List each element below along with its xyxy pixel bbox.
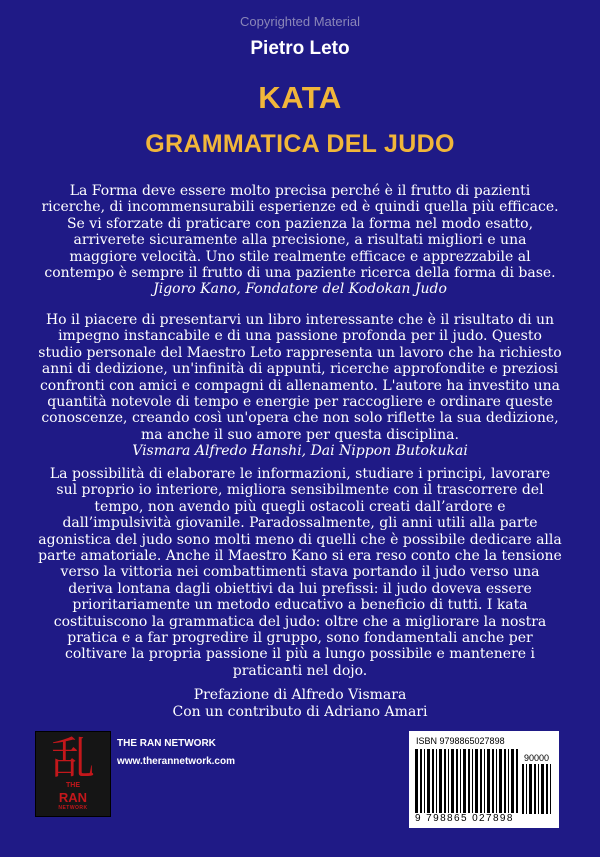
credits: [0, 687, 600, 721]
book-title: KATA: [258, 80, 342, 115]
quote-vismara-attribution: Vismara Alfredo Hanshi, Dai Nippon Butokukai: [132, 443, 468, 460]
price-code: 90000: [524, 753, 550, 763]
publisher-logo: [35, 731, 111, 817]
preface-credit: Prefazione di Alfredo Vismara: [193, 687, 407, 703]
isbn-label: ISBN 9798865027898: [416, 736, 505, 746]
author-name: Pietro Leto: [250, 38, 350, 59]
barcode-digits: 9 798865 027898: [415, 813, 514, 824]
blurb-paragraph: [38, 466, 562, 679]
blurb-text: La possibilità di elaborare le informazioni, studiare i principi, lavorare sul proprio io interiore, migliora sensibilmente con il trascorrere del tempo, non avendo più quegli ostacoli creati dall’ardore e dall’impulsività giovanile. Paradossalmente, gli anni utili alla parte agonistica del judo sono molti meno di quelli che è possibile dedicare alla parte amatoriale. Anche il Maestro Kano si era reso conto che la tensione verso la vittoria nei combattimenti stava portando il judo verso una deriva lontana dagli obiettivi da lui prefissi: il judo doveva essere prioritariamente un metodo educativo a beneficio di tutti. I kata costituiscono la grammatica del judo: oltre che a migliorare la nostra pratica e a far progredire il gruppo, sono fondamentali anche per coltivare la propria passione il più a lungo possibile e mantenere i praticanti nel dojo.: [38, 466, 562, 679]
quote-vismara-text: Ho il piacere di presentarvi un libro interessante che è il risultato di un impegno instancabile e di una passione profonda per il judo. Questo studio personale del Maestro Leto rappresenta un lavoro che ha richiesto anni di dedizione, un'infinità di appunti, ricerche approfondite e preziosi confronti con amici e compagni di allenamento. L'autore ha investito una quantità notevole di tempo e energie per raccogliere e ordinare queste conoscenze, creando così un'opera che non solo riflette la sua dedizione, ma anche il suo amore per questa disciplina.: [38, 312, 562, 443]
logo-ran-text: RAN: [58, 790, 88, 805]
barcode-addon-bars-icon: [522, 764, 554, 814]
quote-kano: [38, 183, 562, 298]
ran-kanji-logo-icon: 乱: [51, 733, 95, 784]
barcode-bars-icon: [415, 749, 519, 813]
copyright-watermark: Copyrighted Material: [240, 14, 360, 29]
quote-kano-text: La Forma deve essere molto precisa perché è il frutto di pazienti ricerche, di incommensurabili esperienze ed è quindi quella più efficace. Se vi sforzate di praticare con pazienza la forma nel modo esatto, arriverete sicuramente alla precisione, a risultati migliori e una maggiore velocità. Uno stile realmente efficace e apprezzabile al contempo è sempre il frutto di una paziente ricerca della forma di base.: [41, 183, 559, 282]
book-subtitle: GRAMMATICA DEL JUDO: [145, 130, 455, 158]
contribution-credit: Con un contributo di Adriano Amari: [172, 704, 428, 720]
logo-network-text: NETWORK: [58, 805, 88, 811]
logo-the-text: THE: [66, 782, 80, 789]
publisher-url: www.therannetwork.com: [117, 756, 235, 767]
quote-vismara: [38, 312, 562, 460]
publisher-name: THE RAN NETWORK: [117, 738, 216, 749]
quote-kano-attribution: Jigoro Kano, Fondatore del Kodokan Judo: [153, 281, 447, 298]
isbn-barcode: [409, 731, 559, 828]
